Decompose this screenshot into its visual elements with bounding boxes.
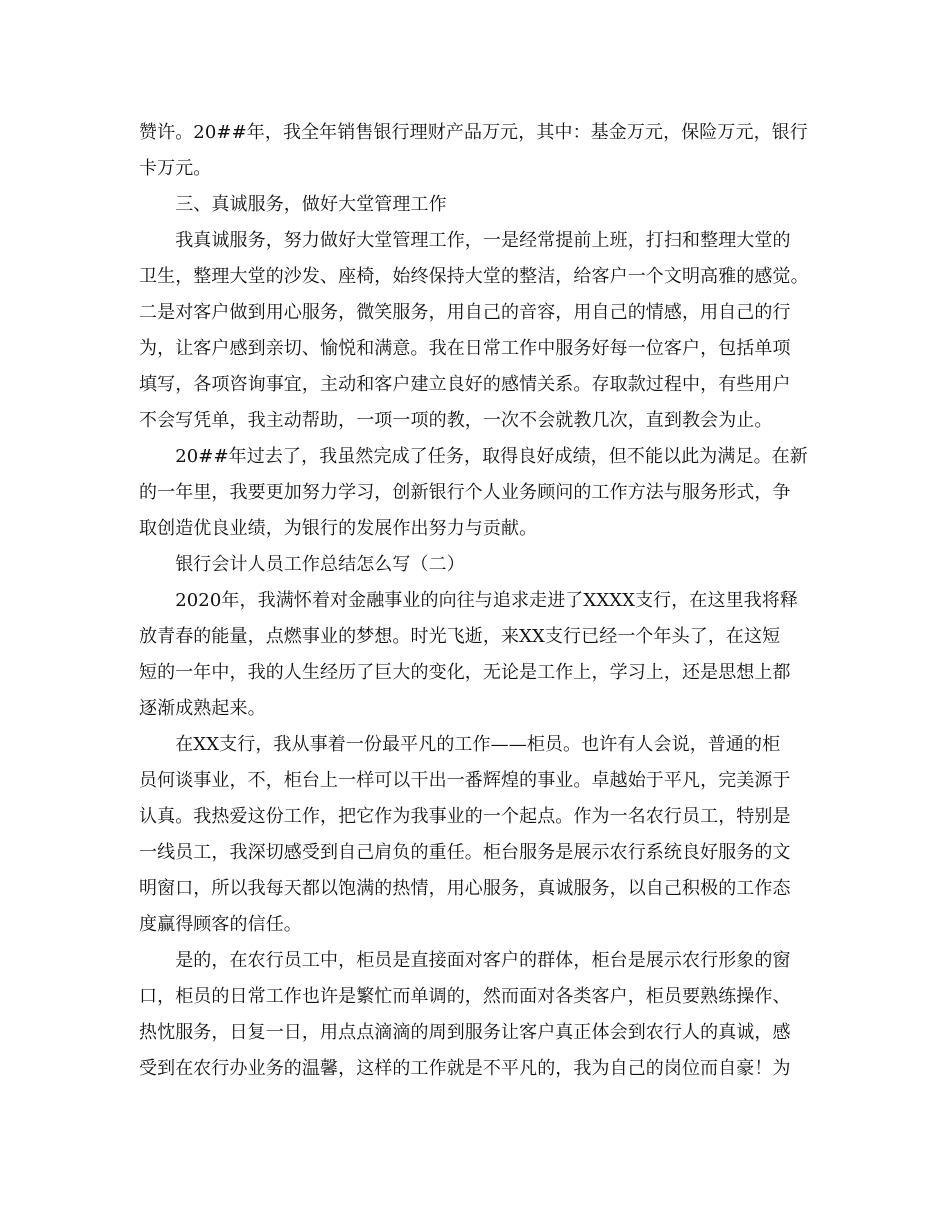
heading-line: 银行会计人员工作总结怎么写（二） <box>139 554 465 575</box>
text-line: 不会写凭单，我主动帮助，一项一项的教，一次不会就教几次，直到教会为止。 <box>139 410 773 431</box>
text-line: 填写，各项咨询事宜，主动和客户建立良好的感情关系。存取款过程中，有些用户 <box>139 374 791 395</box>
text-line: 受到在农行办业务的温馨，这样的工作就是不平凡的，我为自己的岗位而自豪！为 <box>139 1058 791 1079</box>
text-line: 口，柜员的日常工作也许是繁忙而单调的，然而面对各类客户，柜员要熟练操作、 <box>139 986 791 1007</box>
text-line: 放青春的能量，点燃事业的梦想。时光飞逝，来XX支行已经一个年头了，在这短 <box>139 626 781 647</box>
heading-line: 三、真诚服务，做好大堂管理工作 <box>139 194 447 215</box>
text-line: 卡万元。 <box>139 158 212 179</box>
paragraph-teller-work <box>139 727 811 943</box>
text-line: 一线员工，我深切感受到自己肩负的重任。柜台服务是展示农行系统良好服务的文 <box>139 842 791 863</box>
section-heading-lobby-service <box>139 187 811 223</box>
text-line: 是的，在农行员工中，柜员是直接面对客户的群体，柜台是展示农行形象的窗 <box>139 950 791 971</box>
text-line: 热忱服务，日复一日，用点点滴滴的周到服务让客户真正体会到农行人的真诚，感 <box>139 1022 791 1043</box>
text-line: 2020年，我满怀着对金融事业的向往与追求走进了XXXX支行，在这里我将释 <box>139 590 798 611</box>
text-line: 取创造优良业绩，为银行的发展作出努力与贡献。 <box>139 518 538 539</box>
paragraph-joining-branch <box>139 583 811 727</box>
text-line: 员何谈事业，不，柜台上一样可以干出一番辉煌的事业。卓越始于平凡，完美源于 <box>139 770 791 791</box>
text-line: 20##年过去了，我虽然完成了任务，取得良好成绩，但不能以此为满足。在新 <box>139 446 808 467</box>
text-line: 逐渐成熟起来。 <box>139 698 266 719</box>
text-line: 二是对客户做到用心服务，微笑服务，用自己的音容，用自己的情感，用自己的行 <box>139 302 791 323</box>
text-line: 短的一年中，我的人生经历了巨大的变化，无论是工作上，学习上，还是思想上都 <box>139 662 791 683</box>
text-line: 为，让客户感到亲切、愉悦和满意。我在日常工作中服务好每一位客户，包括单项 <box>139 338 791 359</box>
text-line: 明窗口，所以我每天都以饱满的热情，用心服务，真诚服务，以自己积极的工作态 <box>139 878 791 899</box>
text-line: 在XX支行，我从事着一份最平凡的工作——柜员。也许有人会说，普通的柜 <box>139 734 781 755</box>
text-line: 的一年里，我要更加努力学习，创新银行个人业务顾问的工作方法与服务形式，争 <box>139 482 791 503</box>
text-line: 我真诚服务，努力做好大堂管理工作，一是经常提前上班，打扫和整理大堂的 <box>139 230 791 251</box>
text-line: 度赢得顾客的信任。 <box>139 914 302 935</box>
text-line: 赞许。20##年，我全年销售银行理财产品万元，其中：基金万元，保险万元，银行 <box>139 122 808 143</box>
paragraph-teller-pride <box>139 943 811 1087</box>
paragraph-sales-summary <box>139 115 811 187</box>
section-heading-accountant-summary <box>139 547 811 583</box>
text-line: 认真。我热爱这份工作，把它作为我事业的一个起点。作为一名农行员工，特别是 <box>139 806 791 827</box>
paragraph-lobby-service <box>139 223 811 439</box>
text-line: 卫生，整理大堂的沙发、座椅，始终保持大堂的整洁，给客户一个文明高雅的感觉。 <box>139 266 809 287</box>
paragraph-year-conclusion <box>139 439 811 547</box>
